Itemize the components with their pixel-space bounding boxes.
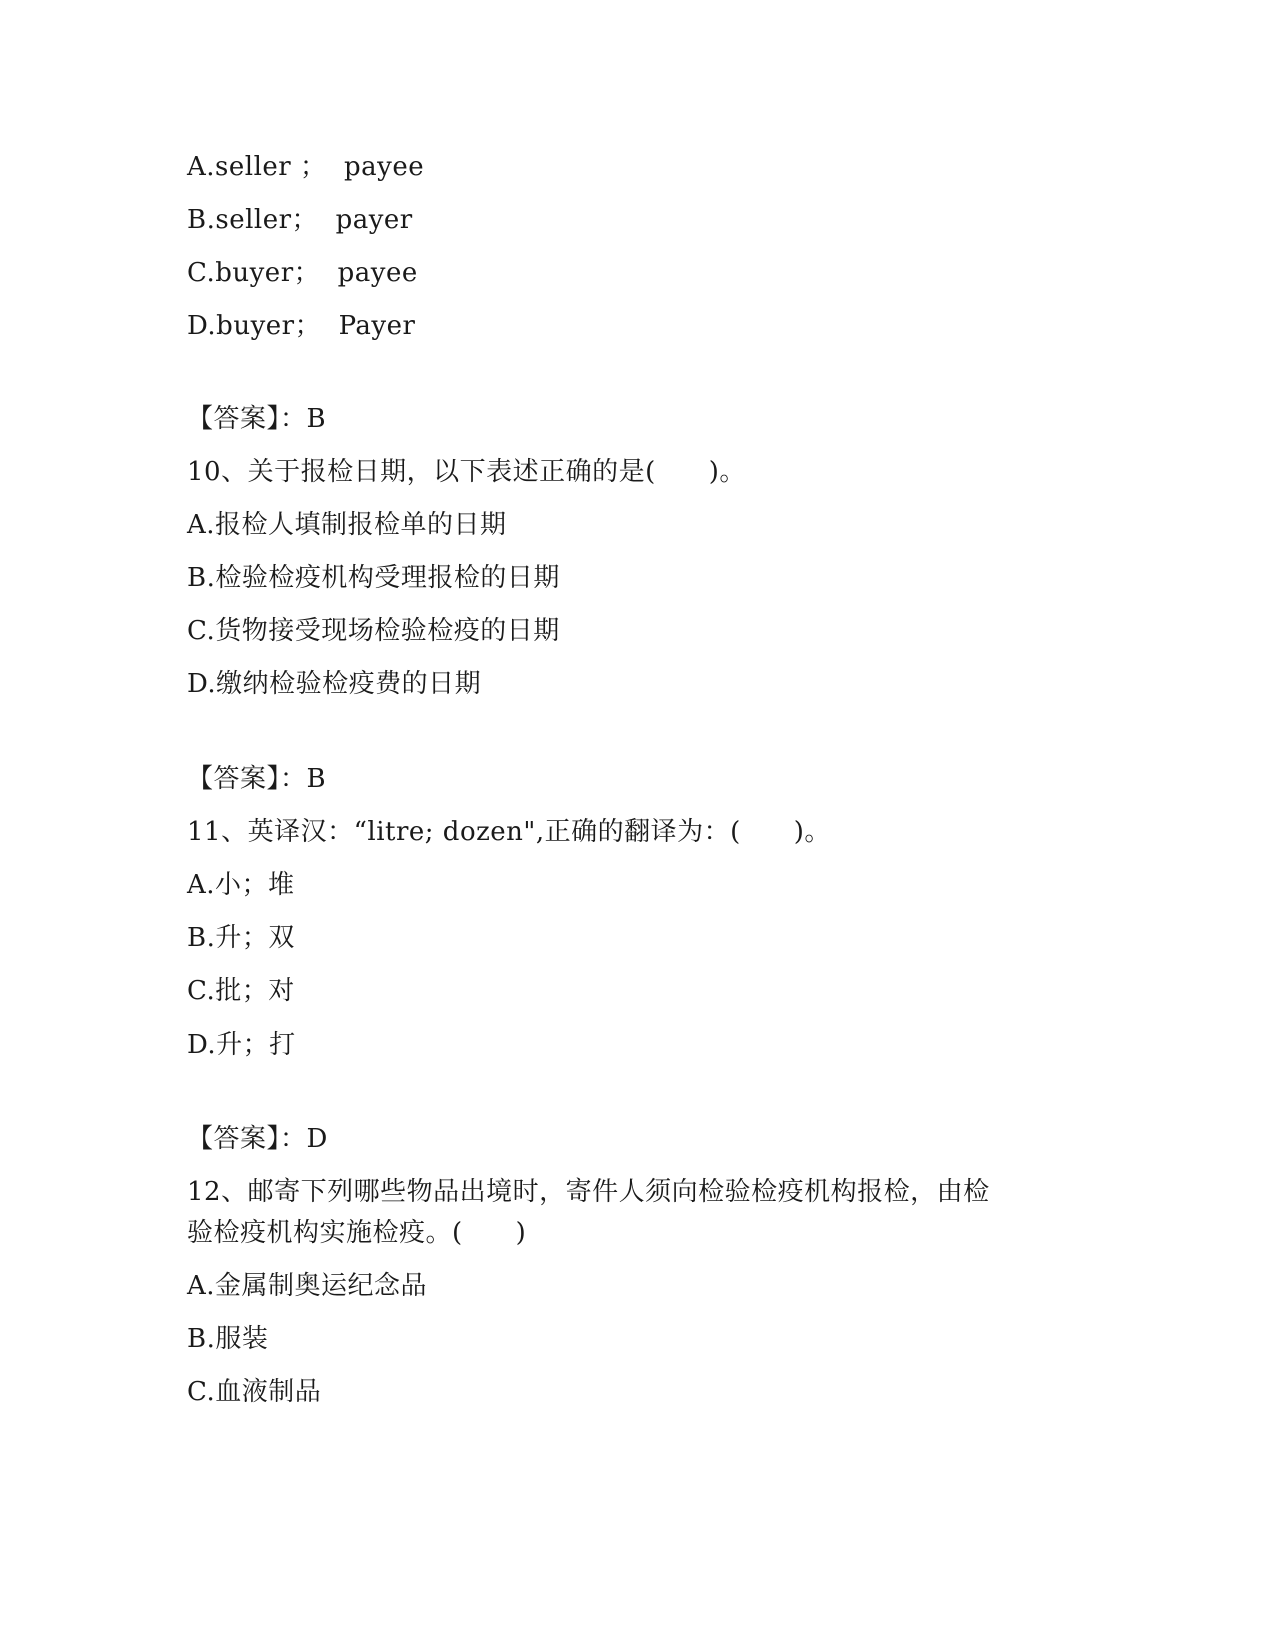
q11-option-c: C.批；对 [187, 976, 295, 1006]
q10-option-a: A.报检人填制报检单的日期 [187, 510, 507, 540]
q11-question: 11、英译汉：“litre; dozen",正确的翻译为：( )。 [187, 817, 831, 847]
q10-option-d: D.缴纳检验检疫费的日期 [187, 669, 482, 699]
q10-answer: 【答案】：B [187, 764, 327, 794]
q11-option-d: D.升；打 [187, 1030, 296, 1060]
q9-option-d: D.buyer； Payer [187, 311, 416, 341]
q10-question: 10、关于报检日期，以下表述正确的是( )。 [187, 457, 746, 487]
q12-option-c: C.血液制品 [187, 1377, 322, 1407]
q9-option-a: A.seller ； payee [187, 152, 425, 182]
q11-answer: 【答案】：D [187, 1124, 328, 1154]
q10-option-c: C.货物接受现场检验检疫的日期 [187, 616, 560, 646]
q9-option-c: C.buyer； payee [187, 258, 418, 288]
q9-answer: 【答案】：B [187, 404, 327, 434]
q12-question-line-2: 验检疫机构实施检疫。( ) [187, 1218, 527, 1248]
q9-option-b: B.seller； payer [187, 205, 413, 235]
q10-option-b: B.检验检疫机构受理报检的日期 [187, 563, 560, 593]
q12-option-a: A.金属制奥运纪念品 [187, 1271, 428, 1301]
q12-question-line-1: 12、邮寄下列哪些物品出境时，寄件人须向检验检疫机构报检，由检 [187, 1177, 990, 1207]
q12-option-b: B.服装 [187, 1324, 269, 1354]
q11-option-b: B.升；双 [187, 923, 295, 953]
q11-option-a: A.小；堆 [187, 870, 295, 900]
